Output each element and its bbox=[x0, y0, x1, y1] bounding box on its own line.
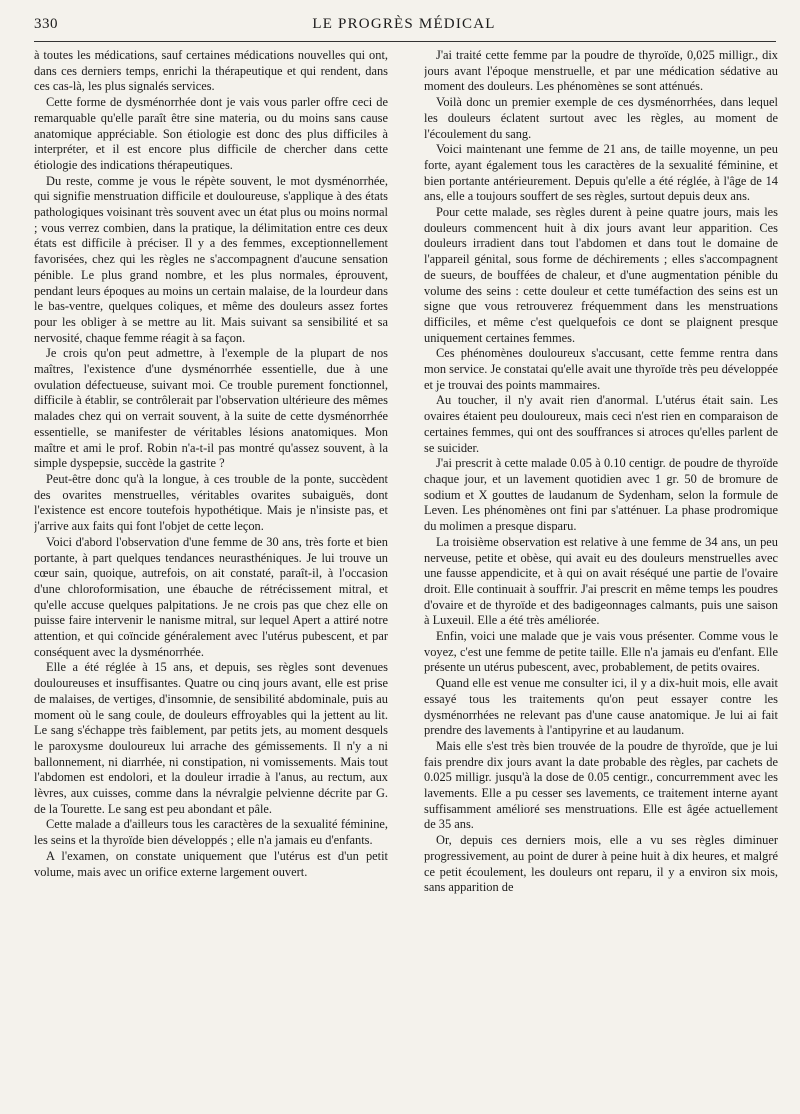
paragraph: Enfin, voici une malade que je vais vous présenter. Comme vous le voyez, c'est une femme de petite taille. Elle n'a jamais eu d'enfant. Elle présente un utérus pubescent, avec, probablement, de petits ovaires. bbox=[424, 629, 778, 675]
paragraph: Cette malade a d'ailleurs tous les caractères de la sexualité féminine, les seins et la thyroïde bien développés ; elle n'a jamais eu d'enfants. bbox=[34, 817, 388, 848]
paragraph: Ces phénomènes douloureux s'accusant, cette femme rentra dans mon service. Je constatai qu'elle avait une thyroïde très peu développée et je trouvai des points mammaires. bbox=[424, 346, 778, 392]
right-column bbox=[424, 48, 778, 1108]
paragraph: Pour cette malade, ses règles durent à peine quatre jours, mais les douleurs commencent huit à dix jours avant leur apparition. Ces douleurs irradient dans tout l'abdomen et dans tout le domaine de l'appareil génital, sous forme de déchirements ; elles s'accompagnent de sueurs, de bouffées de chaleur, et d'une augmentation pénible du volume des seins : cette douleur et cette tuméfaction des seins est un signe que vous retrouverez fréquemment dans les menstruations difficiles, et même c'est quelquefois ce dont se plaignent presque uniquement certaines femmes. bbox=[424, 205, 778, 345]
paragraph: Quand elle est venue me consulter ici, il y a dix-huit mois, elle avait essayé tous les traitements qu'on peut essayer contre les dysménorrhées ne relevant pas d'une cause anatomique. Je lui ai fait prendre des lavements à l'antipyrine et au laudanum. bbox=[424, 676, 778, 738]
paragraph: Du reste, comme je vous le répète souvent, le mot dysménorrhée, qui signifie menstruation difficile et douloureuse, s'applique à des états pathologiques voisinant très souvent avec un état plus ou moins normal ; vous verrez combien, dans la pratique, la délimitation entre ces deux états est difficile à préciser. Il y a des femmes, exceptionnellement favorisées, chez qui les règles ne s'accompagnent d'aucune sensation pénible. Le plus grand nombre, et les plus normales, éprouvent, pendant leurs époques au moins un certain malaise, de la lourdeur dans le bas-ventre, quelques coliques, et même des douleurs assez fortes pour les obliger à se mettre au lit. Mais suivant sa sensibilité et sa nervosité, chaque femme réagit à sa façon. bbox=[34, 173, 388, 345]
paragraph: à toutes les médications, sauf certaines médications nouvelles qui ont, dans ces derniers temps, enrichi la thérapeutique et qui rendent, dans ces cas-là, les plus signalés services. bbox=[34, 48, 388, 94]
paragraph: J'ai traité cette femme par la poudre de thyroïde, 0,025 milligr., dix jours avant l'époque menstruelle, et par une médication sédative au moment des douleurs. Les phénomènes se sont atténués. bbox=[424, 48, 778, 94]
paragraph: Peut-être donc qu'à la longue, à ces trouble de la ponte, succèdent des ovarites menstruelles, véritables ovarites subaiguës, dont l'existence est encore toutefois hypothétique. Mais je n'insiste pas, et j'arrive aux faits qui font l'objet de cette leçon. bbox=[34, 471, 388, 534]
paragraph: Cette forme de dysménorrhée dont je vais vous parler offre ceci de remarquable qu'elle paraît être sine materia, ou du moins sans cause anatomique appréciable. Son étiologie est donc des plus difficiles à interpréter, et il est encore plus difficile de chercher dans cette étiologie des indications thérapeutiques. bbox=[34, 95, 388, 172]
paragraph: Je crois qu'on peut admettre, à l'exemple de la plupart de nos maîtres, l'existence d'une dysménorrhée essentielle, due à une ovulation défectueuse, suivant moi. Ce trouble purement fonctionnel, difficile à établir, se contrôlerait par l'observation ultérieure des mêmes malades chez qui on verrait souvent, à la suite de cette dysménorrhée essentielle, se manifester de véritables lésions anatomiques. Mon maître et ami le prof. Robin n'a-t-il pas montré qu'assez souvent, à la simple dyspepsie, succède la gastrite ? bbox=[34, 346, 388, 471]
page-number: 330 bbox=[34, 16, 58, 32]
paragraph: A l'examen, on constate uniquement que l'utérus est d'un petit volume, mais avec un orifice externe largement ouvert. bbox=[34, 848, 388, 879]
running-head: LE PROGRÈS MÉDICAL bbox=[312, 16, 496, 32]
paragraph: J'ai prescrit à cette malade 0.05 à 0.10 centigr. de poudre de thyroïde chaque jour, et un lavement quotidien avec 1 gr. 50 de bromure de sodium et X gouttes de laudanum de Sydenham, selon la formule de Leven. Les phénomènes ont fini par s'atténuer. La phase prodromique du molimen a presque disparu. bbox=[424, 456, 778, 534]
paragraph: Voilà donc un premier exemple de ces dysménorrhées, dans lequel les douleurs éclatent surtout avec les règles, au moment de l'écoulement du sang. bbox=[424, 95, 778, 141]
paragraph: Mais elle s'est très bien trouvée de la poudre de thyroïde, que je lui fais prendre dix jours avant la date probable des règles, par cachets de 0.025 milligr. jusqu'à la dose de 0.05 centigr., concurremment avec les lavements. Elle a pu cesser ses lavements, ce traitement interne ayant suffisamment amélioré ses menstruations. Elle est âgée actuellement de 35 ans. bbox=[424, 738, 778, 832]
paragraph: Elle a été réglée à 15 ans, et depuis, ses règles sont devenues douloureuses et insuffisantes. Quatre ou cinq jours avant, elle est prise de malaises, de vertiges, d'insomnie, de sensibilité abdominale, puis au moment où le sang coule, de douleurs effroyables qui la jettent au lit. Le sang s'échappe très faiblement, par petits jets, au moment desquels le paroxysme douloureux lui arrache des gémissements. Il n'y a ni ballonnement, ni diarrhée, ni constipation, ni vomissements. Mais tout l'abdomen est endolori, et la douleur irradie à l'anus, au rectum, aux lèvres, aux cuisses, comme dans la névralgie pelvienne décrite par G. de la Tourette. Le sang est peu abondant et pâle. bbox=[34, 660, 388, 816]
paragraph: La troisième observation est relative à une femme de 34 ans, un peu nerveuse, petite et obèse, qui avait eu des douleurs menstruelles avec une fausse appendicite, et à qui on avait réséqué une partie de l'ovaire droit. Elle continuait à souffrir. J'ai prescrit en même temps les poudres d'ovaire et de thyroïde et des badigeonnages calmants, puis une saison à Luxeuil. Elle a été très améliorée. bbox=[424, 534, 778, 628]
paragraph: Voici maintenant une femme de 21 ans, de taille moyenne, un peu forte, ayant également tous les caractères de la sexualité féminine, et bien portante antérieurement. Depuis qu'elle a été réglée, à l'âge de 14 ans, elle a toujours souffert de ses règles, surtout depuis deux ans. bbox=[424, 142, 778, 204]
left-column bbox=[34, 48, 388, 1108]
header-rule bbox=[34, 41, 776, 42]
page-header bbox=[34, 16, 774, 38]
paragraph: Au toucher, il n'y avait rien d'anormal. L'utérus était sain. Les ovaires étaient peu douloureux, mais ceci n'est rien en comparaison de certaines femmes, qui ont des souffrances si atroces qu'elles parlent de se suicider. bbox=[424, 393, 778, 455]
paragraph: Or, depuis ces derniers mois, elle a vu ses règles diminuer progressivement, au point de durer à peine huit à dix heures, et malgré ce petit écoulement, les douleurs ont reparu, il y a environ six mois, sans apparition de bbox=[424, 833, 778, 895]
paragraph: Voici d'abord l'observation d'une femme de 30 ans, très forte et bien portante, à part quelques tendances neurasthéniques. Je lui trouve un cœur sain, quoique, autrefois, on ait constaté, paraît-il, à l'occasion d'une chloroformisation, une ébauche de rétrécissement mitral, et qu'elle accuse quelques palpitations. Je ne crois pas que chez elle on puisse faire intervenir le nanisme mitral, sur lequel Apert a attiré notre attention, et qui coïncide généralement avec l'utérus pubescent, et par conséquent avec la dysménorrhée. bbox=[34, 534, 388, 659]
